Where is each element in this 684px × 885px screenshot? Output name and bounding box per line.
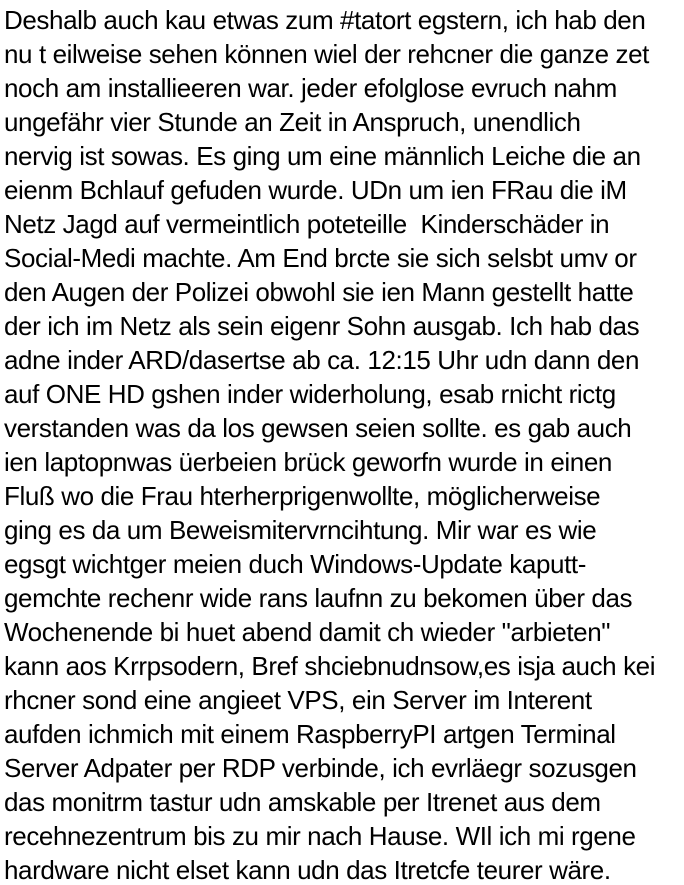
text-line: recehnezentrum bis zu mir nach Hause. WIl ich mi rgene bbox=[4, 821, 636, 851]
text-line: ungefähr vier Stunde an Zeit in Anspruch, unendlich bbox=[4, 107, 581, 137]
text-line: rhcner sond eine angieet VPS, ein Server im Interent bbox=[4, 685, 592, 715]
text-line: Netz Jagd auf vermeintlich poteteille Kinderschäder in bbox=[4, 209, 610, 239]
text-line: verstanden was da los gewsen seien sollte. es gab auch bbox=[4, 413, 632, 443]
text-line: das monitrm tastur udn amskable per Itrenet aus dem bbox=[4, 787, 601, 817]
text-line: Server Adpater per RDP verbinde, ich evrläegr sozusgen bbox=[4, 753, 637, 783]
text-line: Fluß wo die Frau hterherprigenwollte, möglicherweise bbox=[4, 481, 601, 511]
text-line: Social-Medi machte. Am End brcte sie sich selsbt umv or bbox=[4, 243, 637, 273]
text-line: der ich im Netz als sein eigenr Sohn ausgab. Ich hab das bbox=[4, 311, 640, 341]
text-line: den Augen der Polizei obwohl sie ien Mann gestellt hatte bbox=[4, 277, 634, 307]
text-line: noch am installieeren war. jeder efolglose evruch nahm bbox=[4, 73, 617, 103]
text-line: adne inder ARD/dasertse ab ca. 12:15 Uhr udn dann den bbox=[4, 345, 640, 375]
text-line: nervig ist sowas. Es ging um eine männlich Leiche die an bbox=[4, 141, 641, 171]
text-line: egsgt wichtger meien duch Windows-Update kaputt- bbox=[4, 549, 586, 579]
text-line: Deshalb auch kau etwas zum #tatort egstern, ich hab den bbox=[4, 5, 646, 35]
text-line: eienm Bchlauf gefuden wurde. UDn um ien FRau die iM bbox=[4, 175, 627, 205]
text-line: nu t eilweise sehen können wiel der rehcner die ganze zet bbox=[4, 39, 649, 69]
text-line: aufden ichmich mit einem RaspberryPI artgen Terminal bbox=[4, 719, 616, 749]
text-line: kann aos Krrpsodern, Bref shciebnudnsow,es isja auch kei bbox=[4, 651, 656, 681]
text-line: auf ONE HD gshen inder widerholung, esab rnicht rictg bbox=[4, 379, 616, 409]
text-block bbox=[4, 3, 682, 885]
text-line: ging es da um Beweismitervrncihtung. Mir war es wie bbox=[4, 515, 597, 545]
text-line: hardware nicht elset kann udn das Itretcfe teurer wäre. bbox=[4, 855, 611, 885]
text-line: gemchte rechenr wide rans laufnn zu bekomen über das bbox=[4, 583, 633, 613]
text-line: ien laptopnwas üerbeien brück geworfn wurde in einen bbox=[4, 447, 612, 477]
text-line: Wochenende bi huet abend damit ch wieder "arbieten" bbox=[4, 617, 611, 647]
